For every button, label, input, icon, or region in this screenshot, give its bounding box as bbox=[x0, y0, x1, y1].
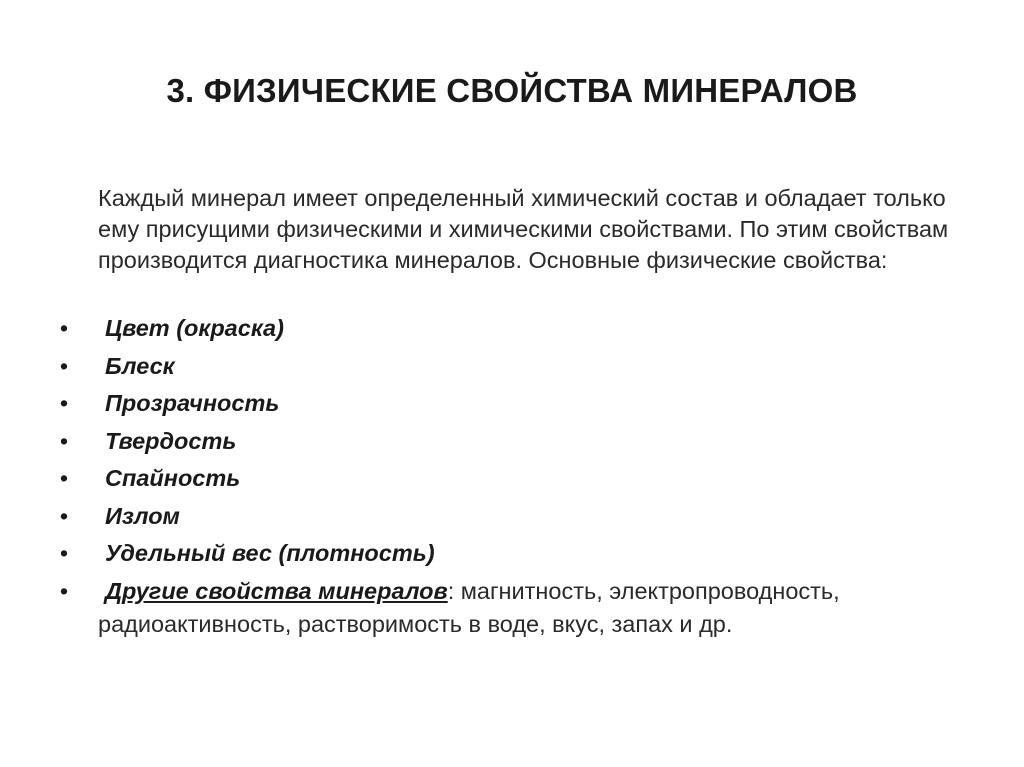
property-cleavage: Спайность bbox=[105, 465, 241, 491]
slide-title: 3. ФИЗИЧЕСКИЕ СВОЙСТВА МИНЕРАЛОВ bbox=[166, 72, 858, 109]
list-item bbox=[0, 498, 1024, 536]
property-density: Удельный вес (плотность) bbox=[105, 540, 435, 566]
property-other-rest: : магнитность, электропроводность, радиоактивность, растворимость в воде, вкус, запах и др. bbox=[98, 577, 840, 637]
property-other-lead: Другие свойства минералов bbox=[105, 577, 448, 604]
list-item bbox=[0, 460, 1024, 498]
properties-list bbox=[0, 310, 1024, 641]
bullet-icon: • bbox=[59, 540, 69, 566]
list-item bbox=[0, 423, 1024, 461]
bullet-icon: • bbox=[59, 352, 69, 379]
bullet-icon: • bbox=[59, 465, 69, 491]
property-other bbox=[98, 573, 958, 641]
bullet-icon: • bbox=[59, 390, 69, 416]
list-item bbox=[0, 573, 1024, 641]
bullet-icon: • bbox=[59, 315, 69, 341]
bullet-icon: • bbox=[59, 502, 69, 529]
property-luster: Блеск bbox=[105, 352, 175, 379]
property-hardness: Твердость bbox=[105, 427, 237, 454]
bullet-icon: • bbox=[59, 577, 69, 604]
bullet-icon: • bbox=[59, 427, 69, 454]
property-fracture: Излом bbox=[105, 502, 180, 529]
list-item bbox=[0, 348, 1024, 386]
property-color: Цвет (окраска) bbox=[105, 315, 284, 341]
list-item bbox=[0, 310, 1024, 348]
list-item bbox=[0, 535, 1024, 573]
list-item bbox=[0, 385, 1024, 423]
intro-paragraph: Каждый минерал имеет определенный химический состав и обладает только ему присущими физическими и химическими свойствами. По этим свойствам производится диагностика минералов. Основные физические свойства: bbox=[98, 185, 949, 273]
property-transparency: Прозрачность bbox=[105, 390, 280, 416]
